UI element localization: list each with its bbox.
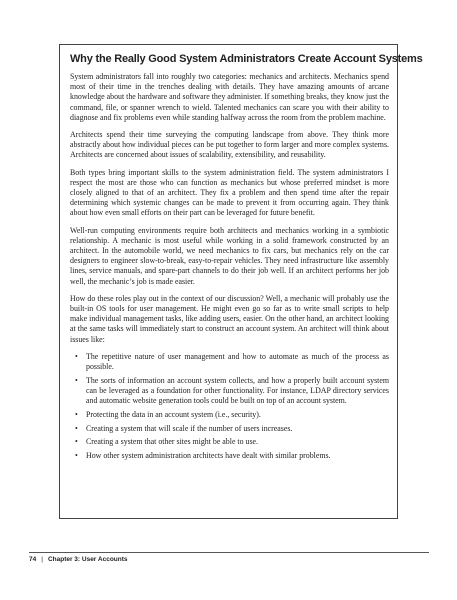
paragraph-architects: Architects spend their time surveying the computing landscape from above. They think more abstractly about how individual pieces can be put together to form larger and more complex systems. Architects are concerned about issues of scalability, extensibility, and reusability. (70, 130, 389, 160)
paragraph-both-types: Both types bring important skills to the system administration field. The system administrators I respect the most are those who can function as mechanics but whose preferred mindset is more closely aligned to that of an architect. They fix a problem and then spend time after the repair determining which systemic changes can be made to prevent it from occurring again. They think about how even small efforts on their part can be leveraged for future benefit. (70, 167, 389, 218)
sidebar-box (59, 44, 423, 519)
list-item (70, 376, 389, 407)
list-item-text: Creating a system that will scale if the number of users increases. (86, 423, 293, 433)
footer-separator: | (41, 556, 43, 563)
list-item (70, 410, 389, 420)
sidebar-title: Why the Really Good System Administrators Create Account Systems (70, 53, 423, 65)
list-item-text: Creating a system that other sites might be able to use. (86, 437, 259, 447)
list-item-text: How other system administration architects have dealt with similar problems. (86, 451, 331, 460)
paragraph-mechanics-architects: System administrators fall into roughly two categories: mechanics and architects. Mechanics spend most of their time in the trenches dealing with details. They have amazing amounts of arcane knowledge about the hardware and software they administer. If something breaks, they know just the command, file, or spanner wrench to wield. Talented mechanics can scare you with their ability to diagnose and fix problems even while standing halfway across the room from the problem machine. (70, 72, 389, 122)
bullet-icon: • (75, 375, 78, 385)
page-number: 74 (29, 556, 37, 563)
list-item (70, 451, 389, 461)
list-item-text: The sorts of information an account system collects, and how a properly built account system can be leveraged as a foundation for other functionality. For instance, LDAP directory services and automatic website generation tools could be built on top of an account system. (86, 375, 389, 406)
footer-text (29, 556, 128, 563)
footer-divider (29, 552, 429, 553)
bullet-icon: • (75, 409, 78, 419)
paragraph-roles: How do these roles play out in the context of our discussion? Well, a mechanic will probably use the built-in OS tools for user management. He might even go so far as to write small scripts to help make individual management tasks, like adding users, easier. On the other hand, an architect looking at the same tasks will immediately start to construct an account system. An architect will think about issues like: (70, 293, 389, 344)
list-item-text: Protecting the data in an account system (i.e., security). (86, 409, 261, 419)
list-item (70, 424, 389, 434)
list-item (70, 352, 389, 372)
bullet-icon: • (75, 437, 78, 447)
bullet-icon: • (75, 351, 78, 361)
issues-list (70, 352, 389, 461)
page-footer (29, 552, 429, 566)
list-item (70, 437, 389, 447)
bullet-icon: • (75, 451, 78, 460)
paragraph-well-run: Well-run computing environments require both architects and mechanics working in a symbiotic relationship. A mechanic is most useful while working in a solid framework constructed by an architect. In the automobile world, we need mechanics to fix cars, but mechanics rely on the car designers to engineer slow-to-break, easy-to-repair vehicles. They need infrastructure like assembly lines, service manuals, and spare-part channels to do their job well. If an architect performs her job well, the mechanic’s job is made easier. (70, 225, 389, 286)
list-item-text: The repetitive nature of user management and how to automate as much of the process as possible. (86, 351, 389, 372)
chapter-title: Chapter 3: User Accounts (47, 556, 128, 563)
bullet-icon: • (75, 423, 78, 433)
